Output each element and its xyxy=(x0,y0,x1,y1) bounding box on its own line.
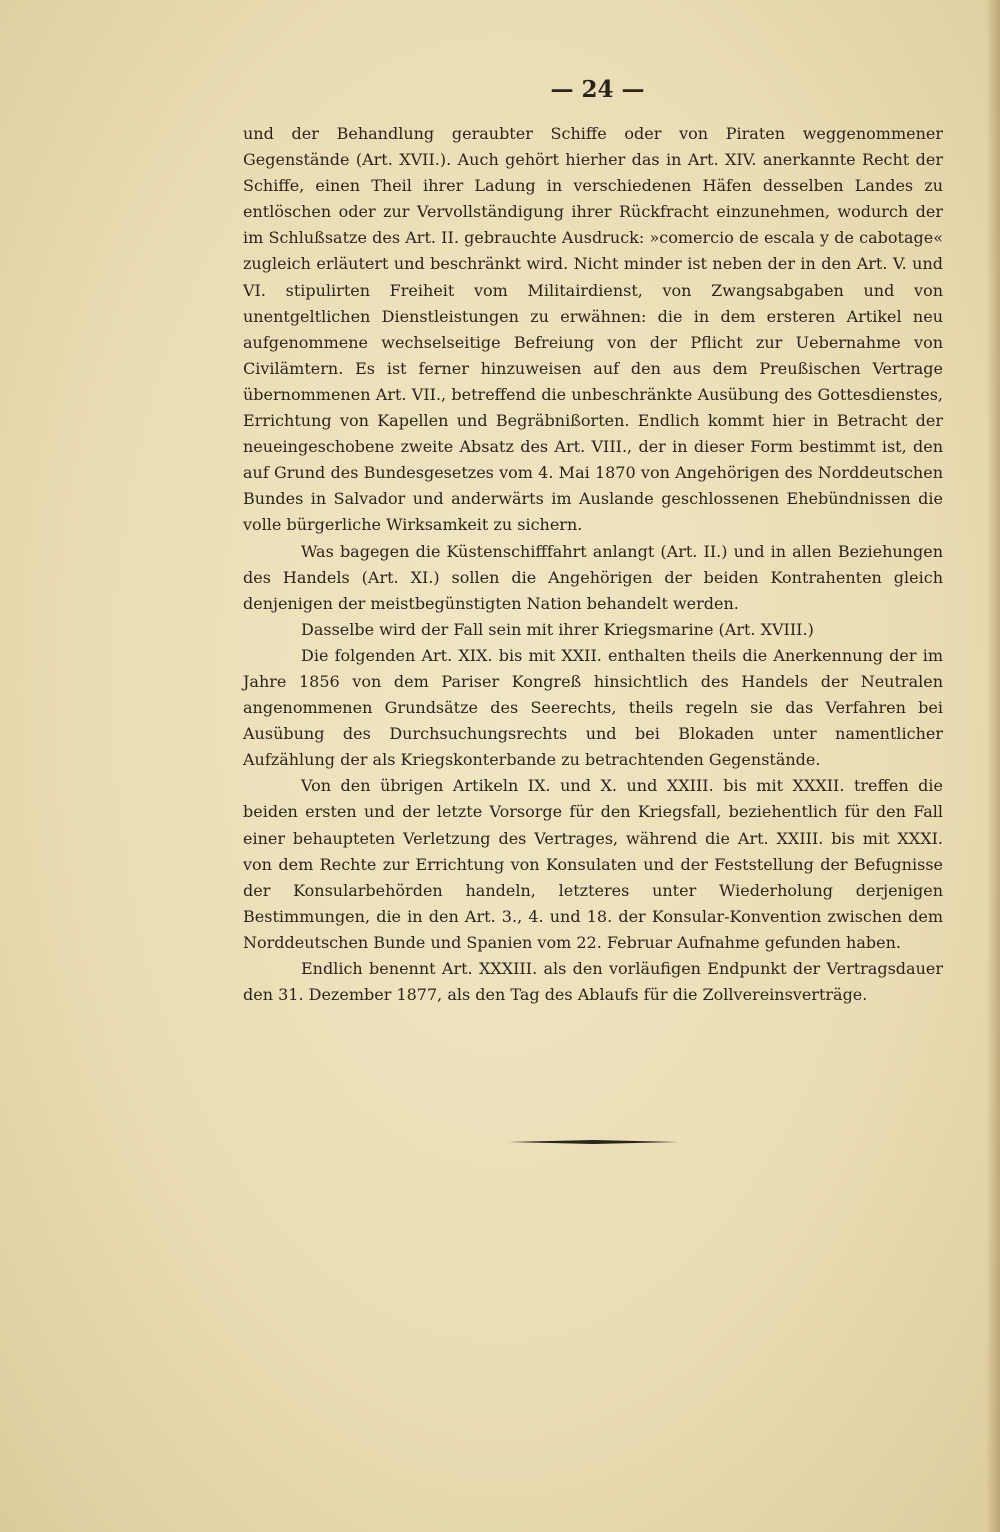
paragraph-navy: Dasselbe wird der Fall sein mit ihrer Kriegsmarine (Art. XVIII.) xyxy=(301,619,814,639)
closing-rule xyxy=(507,1140,679,1144)
paragraph-coastal-trade: Was bagegen die Küstenschifffahrt anlangt (Art. II.) und in allen Beziehungen des Handels (Art. XI.) sollen die Angehörigen der beiden Kontrahenten gleich denjenigen der meistbegünstigten Nation behandelt werden. xyxy=(243,541,943,613)
page-edge-shadow xyxy=(986,0,1000,1532)
paragraph-treaty-end: Endlich benennt Art. XXXIII. als den vorläufigen Endpunkt der Vertragsdauer den 31. Dezember 1877, als den Tag des Ablaufs für die Zollvereinsverträge. xyxy=(243,959,943,1005)
paragraph-maritime-law: Die folgenden Art. XIX. bis mit XXII. enthalten theils die Anerkennung der im Jahre 1856 von dem Pariser Kongreß hinsichtlich des Handels der Neutralen angenommenen Grundsätze des Seerechts, theils regeln sie das Verfahren bei Ausübung des Durchsuchungsrechts und bei Blokaden unter namentlicher Aufzählung der als Kriegskonterbande zu betrachtenden Gegenstände. xyxy=(243,645,943,770)
body-text xyxy=(243,121,943,1008)
paragraph-consulates: Von den übrigen Artikeln IX. und X. und XXIII. bis mit XXXII. treffen die beiden ersten und der letzte Vorsorge für den Kriegsfall, beziehentlich für den Fall einer behaupteten Verletzung des Vertrages, während die Art. XXIII. bis mit XXXI. von dem Rechte zur Errichtung von Konsulaten und der Feststellung der Befugnisse der Konsularbehörden handeln, letzteres unter Wiederholung derjenigen Bestimmungen, die in den Art. 3., 4. und 18. der Konsular-Konvention zwischen dem Norddeutschen Bunde und Spanien vom 22. Februar Aufnahme gefunden haben. xyxy=(243,776,943,952)
page-number: — 24 — xyxy=(550,76,645,103)
paragraph-continuation: und der Behandlung geraubter Schiffe oder von Piraten weggenommener Gegenstände (Art. XVII.). Auch gehört hierher das in Art. XIV. anerkannte Recht der Schiffe, einen Theil ihrer Ladung in verschiedenen Häfen desselben Landes zu entlöschen oder zur Vervollständigung ihrer Rückfracht einzunehmen, wodurch der im Schlußsatze des Art. II. gebrauchte Ausdruck: »comercio de escala y de cabotage« zugleich erläutert und beschränkt wird. Nicht minder ist neben der in den Art. V. und VI. stipulirten Freiheit vom Militairdienst, von Zwangsabgaben und von unentgeltlichen Dienstleistungen zu erwähnen: die in dem ersteren Artikel neu aufgenommene wechselseitige Befreiung von der Pflicht zur Uebernahme von Civilämtern. Es ist ferner hinzuweisen auf den aus dem Preußischen Vertrage übernommenen Art. VII., betreffend die unbeschränkte Ausübung des Gottesdienstes, Errichtung von Kapellen und Begräbnißorten. Endlich kommt hier in Betracht der neueingeschobene zweite Absatz des Art. VIII., der in dieser Form bestimmt ist, den auf Grund des Bundesgesetzes vom 4. Mai 1870 von Angehörigen des Norddeutschen Bundes in Salvador und anderwärts im Auslande geschlossenen Ehebündnissen die volle bürgerliche Wirksamkeit zu sichern. xyxy=(243,124,943,535)
